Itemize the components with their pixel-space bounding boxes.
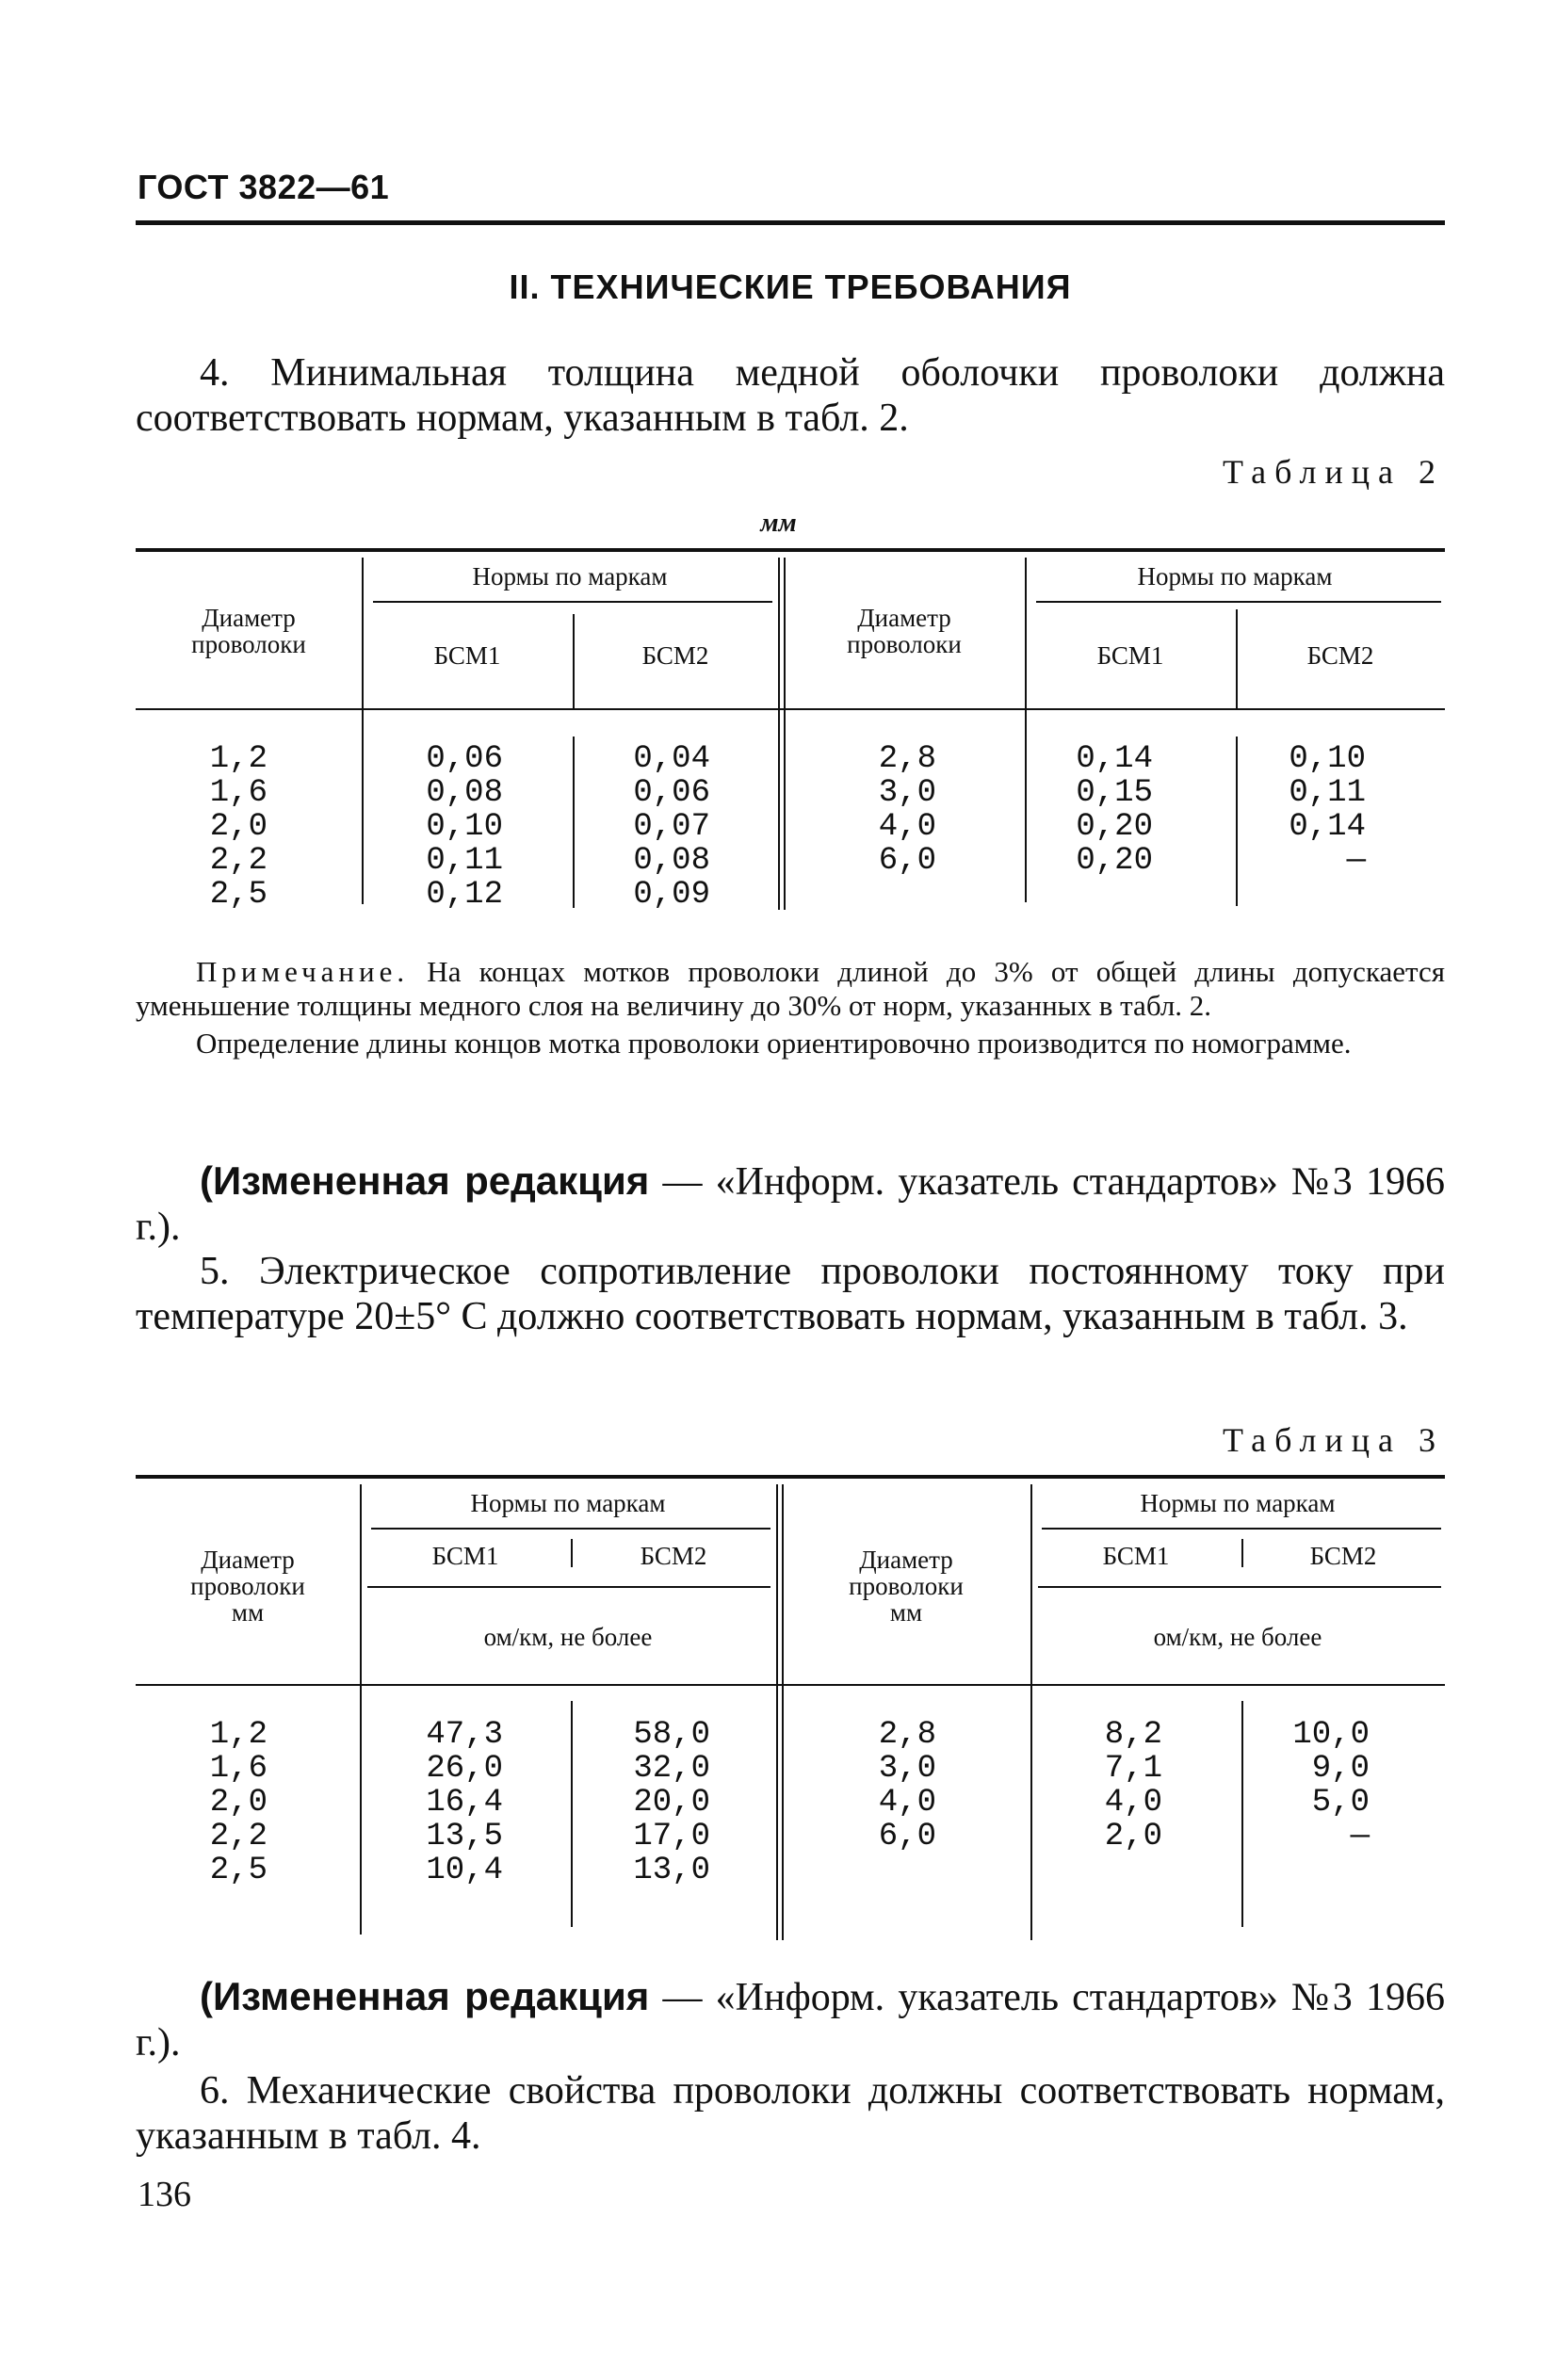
table-cell: 16,4	[426, 1785, 503, 1821]
note-label: Примечание.	[196, 955, 410, 988]
table-cell: 10,0	[1292, 1717, 1370, 1753]
table-3-unit-rule	[367, 1586, 770, 1588]
table-2-caption: Таблица 2	[1223, 453, 1444, 491]
table-2-note	[136, 955, 1445, 1060]
table-3-col-bsm2	[550, 1718, 710, 1887]
table-2-brand2-header: БСМ2	[641, 641, 709, 670]
header-word: проволоки	[849, 1572, 964, 1600]
table-2-group-rule	[373, 601, 772, 603]
header-word: проволоки	[190, 1572, 305, 1600]
table-2-brand1-header-right: БСМ1	[1096, 641, 1164, 670]
note-text-1: На концах мотков проволоки длиной до 3% от общей длины допускается уменьшение толщины медного слоя на величину до 30% от норм, указанных в табл. 2.	[136, 955, 1445, 1022]
table-cell: 32,0	[633, 1751, 710, 1787]
table-cell: 2,5	[209, 1853, 268, 1888]
paragraph-4-line2: соответствовать нормам, указанным в табл. 2.	[136, 397, 909, 440]
table-3-brand2-header: БСМ2	[640, 1542, 707, 1570]
table-cell: 4,0	[878, 1785, 936, 1821]
table-3-col-diameter-right	[833, 1718, 936, 1854]
table-2-brand1-header: БСМ1	[433, 641, 501, 670]
table-cell: 0,12	[426, 877, 503, 913]
table-3-diameter-header-right	[782, 1546, 1030, 1626]
table-2-group-rule	[1036, 601, 1441, 603]
amendment-1	[136, 1158, 1445, 1250]
table-3-brand1-header-right: БСМ1	[1102, 1542, 1170, 1570]
paragraph-6-text: 6. Механические свойства проволоки должны соответствовать нормам, указанным в табл. 4.	[136, 2069, 1445, 2158]
table-cell: 58,0	[633, 1717, 710, 1753]
table-cell: 3,0	[878, 1751, 936, 1787]
table-cell: 0,08	[633, 843, 710, 879]
table-3-vline	[776, 1484, 778, 1940]
amendment-2-label: (Измененная редакция	[200, 1974, 650, 2018]
table-3-col-bsm1-right	[1068, 1718, 1162, 1854]
table-2-vline	[778, 558, 780, 910]
table-cell: 1,6	[209, 1751, 268, 1787]
table-3-diameter-header	[136, 1546, 360, 1626]
table-cell: 0,14	[1289, 809, 1366, 845]
table-cell: 17,0	[633, 1819, 710, 1854]
table-cell: 5,0	[1311, 1785, 1370, 1821]
table-3-unit-row: ом/км, не более	[483, 1623, 653, 1651]
table-cell: 7,1	[1104, 1751, 1162, 1787]
paragraph-4	[136, 350, 1445, 441]
table-2-col-bsm1-right	[1030, 742, 1153, 878]
table-cell: 4,0	[1104, 1785, 1162, 1821]
table-cell: 2,0	[1104, 1819, 1162, 1854]
table-cell: 0,20	[1076, 843, 1153, 879]
table-3-group-header: Нормы по маркам	[470, 1489, 666, 1517]
table-cell: 2,0	[209, 809, 268, 845]
table-cell: 6,0	[878, 1819, 936, 1854]
table-2-brand2-header-right: БСМ2	[1306, 641, 1374, 670]
table-cell: 8,2	[1104, 1717, 1162, 1753]
amendment-2	[136, 1974, 1445, 2065]
table-cell: 10,4	[426, 1853, 503, 1888]
header-word: мм	[889, 1598, 923, 1627]
header-word: Диаметр	[857, 604, 951, 632]
table-cell: 1,6	[209, 775, 268, 811]
table-cell: 2,8	[878, 1717, 936, 1753]
table-2-col-bsm1	[343, 742, 503, 912]
table-3-col-bsm1	[343, 1718, 503, 1887]
amendment-2-text: — «Информ. указатель стандартов» №3 1966 г.).	[136, 1976, 1445, 2064]
table-cell: 0,10	[426, 809, 503, 845]
table-cell: 6,0	[878, 843, 936, 879]
table-2-col-bsm2-right	[1236, 742, 1366, 878]
table-cell: 1,2	[209, 741, 268, 777]
table-cell: 20,0	[633, 1785, 710, 1821]
table-cell: 13,5	[426, 1819, 503, 1854]
table-cell: 1,2	[209, 1717, 268, 1753]
header-rule	[136, 220, 1445, 225]
paragraph-5-text: 5. Электрическое сопротивление проволоки постоянному току при температуре 20±5° С должно соответствовать нормам, указанным в табл. 3.	[136, 1250, 1445, 1338]
table-2-col-diameter-right	[833, 742, 936, 878]
table-cell: 47,3	[426, 1717, 503, 1753]
table-3-unit-rule	[1038, 1586, 1441, 1588]
table-3	[136, 1475, 1445, 1946]
table-2-diameter-header	[136, 605, 362, 657]
table-cell: 2,5	[209, 877, 268, 913]
table-2-top-rule	[136, 548, 1445, 552]
table-2-diameter-header-right	[784, 605, 1025, 657]
paragraph-6	[136, 2068, 1445, 2159]
table-3-col-bsm2-right	[1247, 1718, 1370, 1854]
standard-header: ГОСТ 3822—61	[138, 168, 390, 206]
table-cell: 0,07	[633, 809, 710, 845]
table-2-group-header: Нормы по маркам	[472, 562, 668, 591]
table-cell: 0,11	[1289, 775, 1366, 811]
header-word: Диаметр	[202, 604, 296, 632]
table-cell: —	[1350, 1819, 1370, 1854]
table-3-group-header-right: Нормы по маркам	[1140, 1489, 1336, 1517]
table-2-header-rule	[136, 708, 1445, 710]
note-text-2: Определение длины концов мотка проволоки ориентировочно производится по номограмме.	[196, 1027, 1352, 1060]
table-3-top-rule	[136, 1475, 1445, 1479]
table-3-group-rule	[1042, 1528, 1441, 1530]
table-2	[136, 548, 1445, 925]
table-2-vline	[1025, 558, 1027, 902]
table-3-col-diameter	[192, 1718, 268, 1887]
amendment-1-label: (Измененная редакция	[200, 1158, 650, 1203]
table-2-group-header-right: Нормы по маркам	[1137, 562, 1333, 591]
table-cell: 3,0	[878, 775, 936, 811]
section-title: II. ТЕХНИЧЕСКИЕ ТРЕБОВАНИЯ	[509, 267, 1072, 306]
paragraph-5	[136, 1249, 1445, 1339]
header-word: Диаметр	[859, 1546, 953, 1574]
table-cell: 0,08	[426, 775, 503, 811]
table-cell: 0,20	[1076, 809, 1153, 845]
table-3-brand2-header-right: БСМ2	[1309, 1542, 1377, 1570]
table-3-header-rule	[136, 1684, 1445, 1686]
page-number: 136	[138, 2175, 191, 2214]
table-cell: 0,10	[1289, 741, 1366, 777]
table-cell: 0,15	[1076, 775, 1153, 811]
header-word: Диаметр	[201, 1546, 295, 1574]
table-cell: 4,0	[878, 809, 936, 845]
table-cell: 0,04	[633, 741, 710, 777]
header-word: проволоки	[847, 630, 962, 658]
table-cell: 2,0	[209, 1785, 268, 1821]
amendment-1-text: — «Информ. указатель стандартов» №3 1966 г.).	[136, 1160, 1445, 1249]
table-3-brand1-header: БСМ1	[431, 1542, 499, 1570]
table-2-col-bsm2	[550, 742, 710, 912]
table-cell: 0,06	[426, 741, 503, 777]
table-cell: 0,14	[1076, 741, 1153, 777]
table-cell: 2,2	[209, 1819, 268, 1854]
table-3-group-rule	[371, 1528, 770, 1530]
table-3-caption: Таблица 3	[1223, 1421, 1444, 1459]
table-3-vline	[1241, 1701, 1243, 1927]
header-word: мм	[231, 1598, 265, 1627]
table-cell: 26,0	[426, 1751, 503, 1787]
header-word: проволоки	[191, 630, 306, 658]
table-3-unit-row-right: ом/км, не более	[1153, 1623, 1322, 1651]
paragraph-4-line1: 4. Минимальная толщина медной оболочки проволоки должна	[200, 351, 1445, 395]
table-cell: 2,8	[878, 741, 936, 777]
table-cell: 0,09	[633, 877, 710, 913]
table-2-col-diameter	[192, 742, 268, 912]
table-cell: —	[1346, 843, 1366, 879]
table-cell: 0,11	[426, 843, 503, 879]
table-cell: 9,0	[1311, 1751, 1370, 1787]
table-cell: 0,06	[633, 775, 710, 811]
table-2-unit: мм	[760, 509, 797, 538]
table-cell: 13,0	[633, 1853, 710, 1888]
table-cell: 2,2	[209, 843, 268, 879]
